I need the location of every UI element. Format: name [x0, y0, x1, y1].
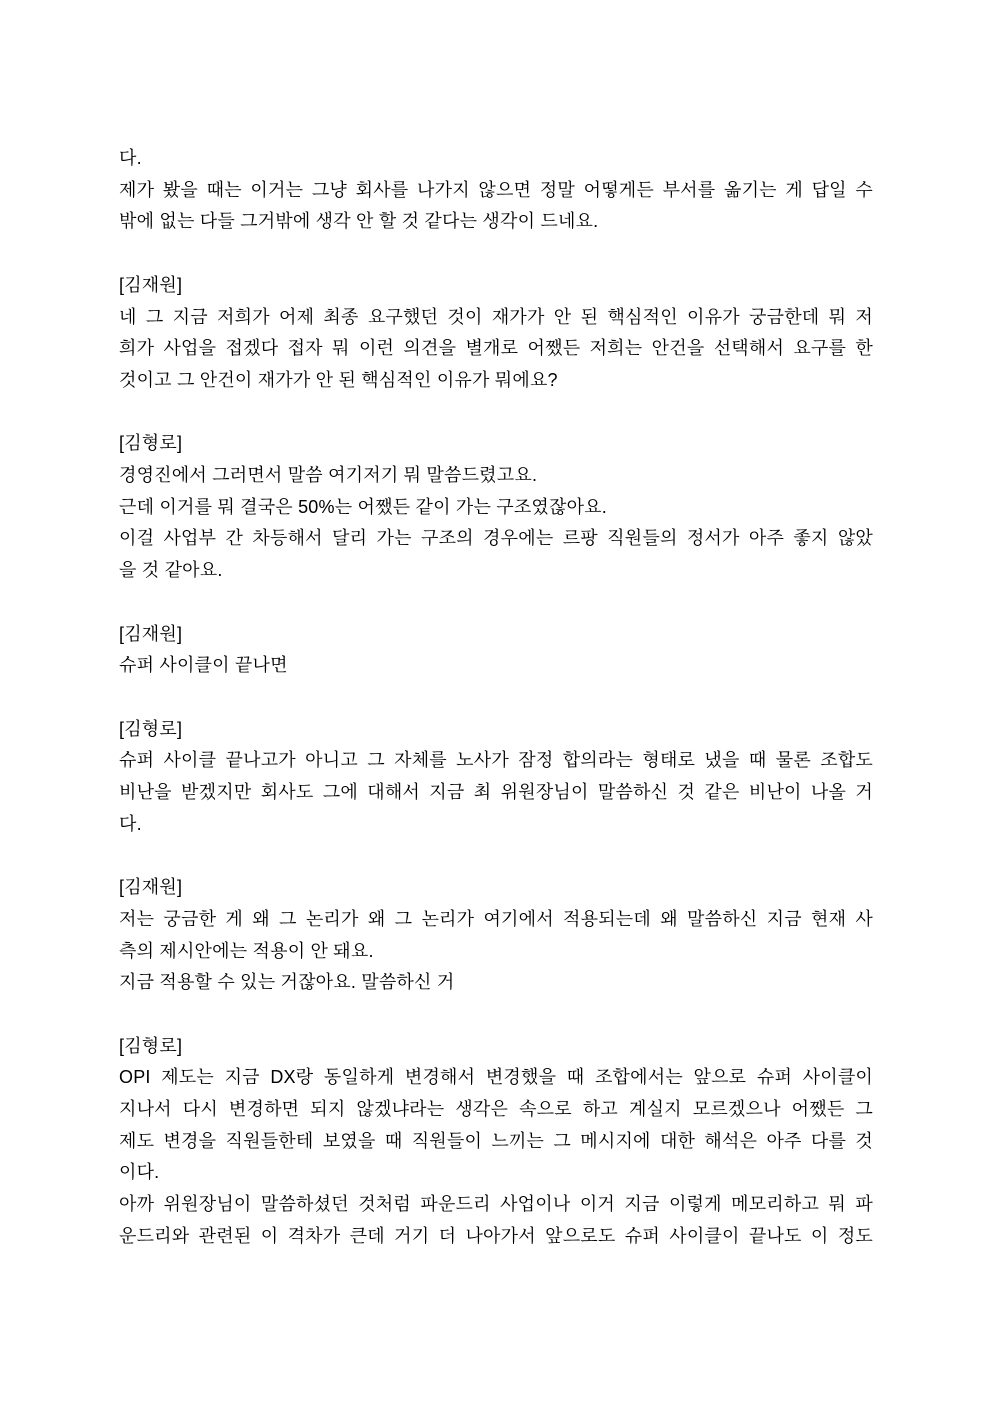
speech-section	[119, 143, 873, 238]
paragraph-line: 이다.	[119, 1162, 160, 1183]
paragraph-line: OPI 제도는 지금 DX랑 동일하게 변경해서 변경했을 때 조합에서는 앞으로 슈퍼 사이클이	[119, 1067, 873, 1088]
paragraph-line: 측의 제시안에는 적용이 안 돼요.	[119, 940, 374, 961]
speech-section	[119, 619, 873, 682]
speaker-label: [김형로]	[119, 1035, 183, 1056]
speaker-label: [김형로]	[119, 718, 183, 739]
paragraph-line: 제도 변경을 직원들한테 보였을 때 직원들이 느끼는 그 메시지에 대한 해석은 아주 다를 것	[119, 1130, 873, 1151]
paragraph-line: 경영진에서 그러면서 말씀 여기저기 뭐 말씀드렸고요.	[119, 465, 538, 485]
paragraph-line: 근데 이거를 뭐 결국은 50%는 어쨌든 같이 가는 구조였잖아요.	[119, 496, 607, 517]
paragraph-line: 을 것 같아요.	[119, 560, 223, 581]
paragraph-line: 네 그 지금 저희가 어제 최종 요구했던 것이 재가가 안 된 핵심적인 이유가 궁금한데 뭐 저	[119, 306, 873, 327]
paragraph-line: 이걸 사업부 간 차등해서 달리 가는 구조의 경우에는 르팡 직원들의 정서가 아주 좋지 않았	[119, 528, 873, 549]
paragraph-line: 제가 봤을 때는 이거는 그냥 회사를 나가지 않으면 정말 어떻게든 부서를 옮기는 게 답일 수	[119, 179, 873, 200]
speaker-label: [김재원]	[119, 274, 183, 295]
paragraph-line: 것이고 그 안건이 재가가 안 된 핵심적인 이유가 뭐에요?	[119, 369, 558, 390]
paragraph-line: 비난을 받겠지만 회사도 그에 대해서 지금 최 위원장님이 말씀하신 것 같은 비난이 나올 거	[119, 782, 873, 802]
paragraph-line: 다.	[119, 813, 142, 834]
paragraph-line: 아까 위원장님이 말씀하셨던 것처럼 파운드리 사업이나 이거 지금 이렇게 메모리하고 뭐 파	[119, 1194, 873, 1215]
paragraph-line: 운드리와 관련된 이 격차가 큰데 거기 더 나아가서 앞으로도 슈퍼 사이클이 끝나도 이 정도	[119, 1225, 873, 1246]
speaker-label: [김재원]	[119, 877, 183, 898]
paragraph-line: 다.	[119, 148, 142, 168]
speaker-label: [김형로]	[119, 433, 183, 454]
speech-section	[119, 428, 873, 587]
transcript-content	[119, 143, 873, 1253]
paragraph-line: 지나서 다시 변경하면 되지 않겠냐라는 생각은 속으로 하고 계실지 모르겠으나 어쨌든 그	[119, 1099, 873, 1119]
paragraph-line: 희가 사업을 접겠다 접자 뭐 이런 의견을 별개로 어쨌든 저희는 안건을 선택해서 요구를 한	[119, 338, 873, 359]
paragraph-line: 밖에 없는 다들 그거밖에 생각 안 할 것 같다는 생각이 드네요.	[119, 211, 599, 232]
paragraph-line: 슈퍼 사이클 끝나고가 아니고 그 자체를 노사가 잠정 합의라는 형태로 냈을 때 물론 조합도	[119, 750, 873, 771]
paragraph-line: 슈퍼 사이클이 끝나면	[119, 655, 288, 676]
speech-section	[119, 872, 873, 999]
speech-section	[119, 270, 873, 397]
speaker-label: [김재원]	[119, 623, 183, 644]
paragraph-line: 지금 적용할 수 있는 거잖아요. 말씀하신 거	[119, 972, 455, 993]
paragraph-line: 저는 궁금한 게 왜 그 논리가 왜 그 논리가 여기에서 적용되는데 왜 말씀하신 지금 현재 사	[119, 908, 873, 929]
speech-section	[119, 1031, 873, 1253]
speech-section	[119, 714, 873, 841]
